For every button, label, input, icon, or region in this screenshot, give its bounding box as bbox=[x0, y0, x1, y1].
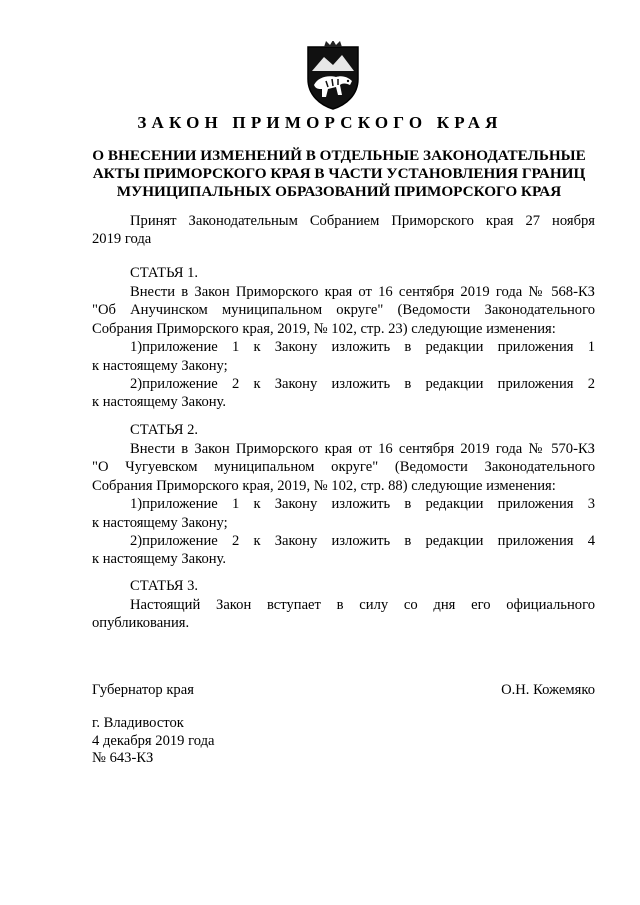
article-3-body bbox=[92, 596, 595, 633]
paragraph-line: к настоящему Закону; bbox=[92, 514, 228, 531]
adoption-paragraph bbox=[92, 212, 595, 249]
paragraph-line: к настоящему Закону. bbox=[92, 551, 227, 568]
paragraph-line: 2019 года bbox=[92, 231, 152, 248]
signature-block bbox=[92, 682, 595, 699]
signing-date: 4 декабря 2019 года bbox=[92, 732, 215, 749]
paragraph-line: 2)приложение 2 к Закону изложить в редакции приложения 4 bbox=[130, 532, 595, 549]
law-subtitle bbox=[80, 147, 598, 201]
signatory-position: Губернатор края bbox=[92, 682, 194, 698]
paragraph-line: Внести в Закон Приморского края от 16 сентября 2019 года № 570-КЗ bbox=[130, 441, 595, 457]
signing-city: г. Владивосток bbox=[92, 715, 184, 731]
article-3-heading: СТАТЬЯ 3. bbox=[130, 578, 199, 594]
law-number: № 643-КЗ bbox=[92, 750, 154, 766]
article-1-body bbox=[92, 283, 595, 412]
paragraph-line: Внести в Закон Приморского края от 16 сентября 2019 года № 568-КЗ bbox=[130, 284, 595, 300]
paragraph-line: "Об Анучинском муниципальном округе" (Ведомости Законодательного bbox=[92, 302, 595, 319]
paragraph-line: "О Чугуевском муниципальном округе" (Ведомости Законодательного bbox=[92, 459, 595, 476]
subtitle-line: АКТЫ ПРИМОРСКОГО КРАЯ В ЧАСТИ УСТАНОВЛЕНИЯ ГРАНИЦ bbox=[92, 165, 586, 182]
article-1-heading: СТАТЬЯ 1. bbox=[130, 265, 199, 281]
document-footer bbox=[92, 715, 215, 768]
law-title: ЗАКОН ПРИМОРСКОГО КРАЯ bbox=[137, 113, 503, 132]
subtitle-line: О ВНЕСЕНИИ ИЗМЕНЕНИЙ В ОТДЕЛЬНЫЕ ЗАКОНОДАТЕЛЬНЫЕ bbox=[92, 147, 586, 164]
paragraph-line: опубликования. bbox=[92, 615, 190, 632]
paragraph-line: Принят Законодательным Собранием Приморского края 27 ноября bbox=[130, 213, 595, 229]
article-2-body bbox=[92, 440, 595, 569]
article-2-heading: СТАТЬЯ 2. bbox=[130, 422, 199, 438]
paragraph-line: 1)приложение 1 к Закону изложить в редакции приложения 1 bbox=[130, 339, 595, 356]
paragraph-line: к настоящему Закону; bbox=[92, 357, 228, 374]
paragraph-line: 2)приложение 2 к Закону изложить в редакции приложения 2 bbox=[130, 375, 595, 392]
signatory-name: О.Н. Кожемяко bbox=[501, 682, 595, 698]
paragraph-line: Настоящий Закон вступает в силу со дня его официального bbox=[130, 597, 595, 613]
primorsky-krai-coat-of-arms-icon bbox=[300, 41, 366, 111]
paragraph-line: к настоящему Закону. bbox=[92, 394, 227, 411]
paragraph-line: Собрания Приморского края, 2019, № 102, стр. 88) следующие изменения: bbox=[92, 477, 556, 494]
paragraph-line: 1)приложение 1 к Закону изложить в редакции приложения 3 bbox=[130, 496, 595, 513]
subtitle-line: МУНИЦИПАЛЬНЫХ ОБРАЗОВАНИЙ ПРИМОРСКОГО КРАЯ bbox=[116, 183, 562, 200]
paragraph-line: Собрания Приморского края, 2019, № 102, стр. 23) следующие изменения: bbox=[92, 320, 556, 337]
